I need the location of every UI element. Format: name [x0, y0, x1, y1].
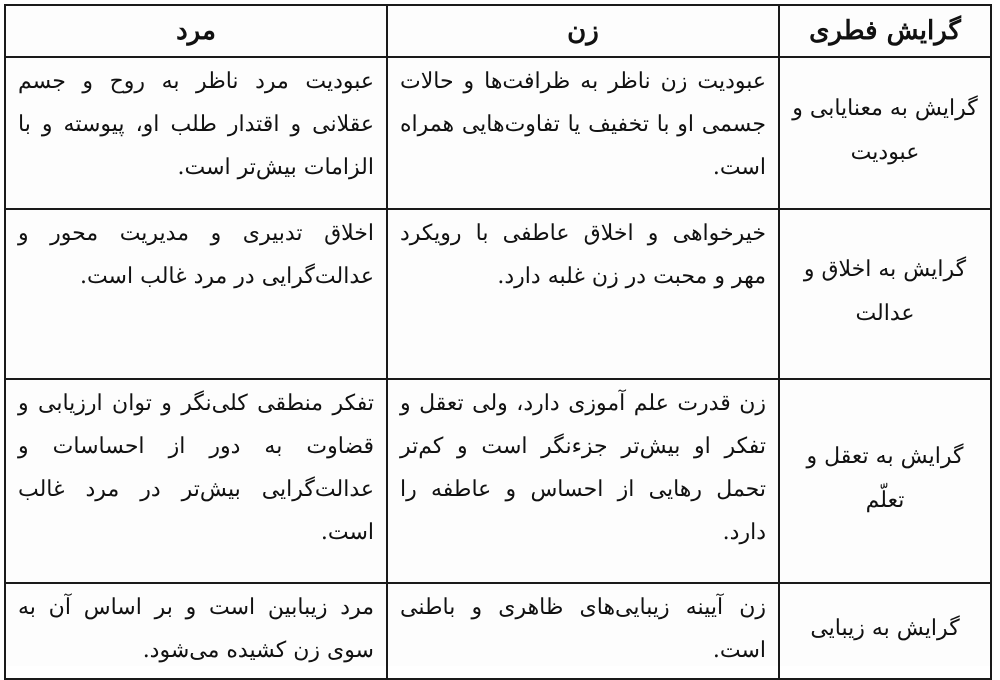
- row-man-cell: اخلاق تدبیری و مدیریت محور و عدالت‌گرایی در مرد غالب است.: [5, 209, 387, 379]
- row-woman-cell: عبودیت زن ناظر به ظرافت‌ها و حالات جسمی او با تخفیف یا تفاوت‌هایی همراه است.: [387, 57, 779, 209]
- header-woman: زن: [387, 5, 779, 57]
- row-man-cell: عبودیت مرد ناظر به روح و جسم عقلانی و اقتدار طلب او، پیوسته و با الزامات بیش‌تر است.: [5, 57, 387, 209]
- table-row: [5, 583, 991, 679]
- row-woman-cell: خیرخواهی و اخلاق عاطفی با رویکرد مهر و محبت در زن غلبه دارد.: [387, 209, 779, 379]
- row-topic-cell: گرایش به اخلاق و عدالت: [779, 209, 991, 379]
- table-row: [5, 57, 991, 209]
- table-row: [5, 379, 991, 583]
- row-topic-cell: گرایش به زیبایی: [779, 583, 991, 679]
- document-page: [4, 4, 994, 666]
- comparison-table: [4, 4, 992, 680]
- row-man-cell: مرد زیبابین است و بر اساس آن به سوی زن کشیده می‌شود.: [5, 583, 387, 679]
- header-row: [5, 5, 991, 57]
- header-topic: گرایش فطری: [779, 5, 991, 57]
- header-man: مرد: [5, 5, 387, 57]
- row-topic-cell: گرایش به تعقل و تعلّم: [779, 379, 991, 583]
- row-woman-cell: زن آیینه زیبایی‌های ظاهری و باطنی است.: [387, 583, 779, 679]
- row-woman-cell: زن قدرت علم آموزی دارد، ولی تعقل و تفکر او بیش‌تر جزءنگر است و کم‌تر تحمل رهایی از احساس و عاطفه را دارد.: [387, 379, 779, 583]
- table-row: [5, 209, 991, 379]
- row-topic-cell: گرایش به معنایابی و عبودیت: [779, 57, 991, 209]
- row-man-cell: تفکر منطقی کلی‌نگر و توان ارزیابی و قضاوت به دور از احساسات و عدالت‌گرایی بیش‌تر در مرد غالب است.: [5, 379, 387, 583]
